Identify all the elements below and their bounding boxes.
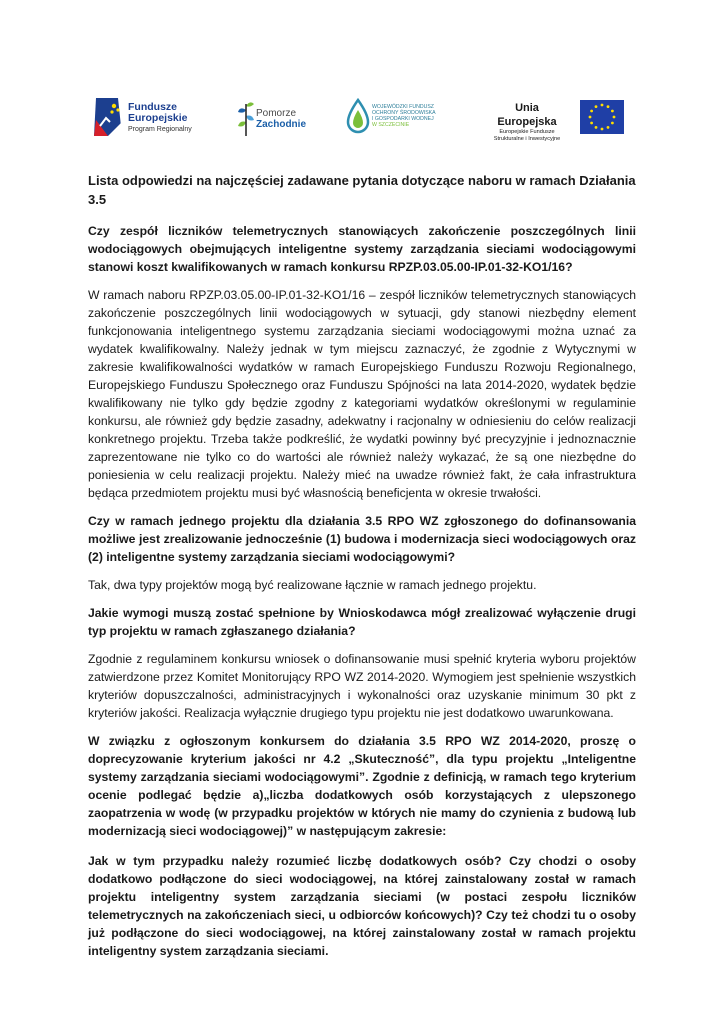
wf-line1: WOJEWÓDZKI FUNDUSZ xyxy=(372,104,434,110)
fe-line1: Fundusze xyxy=(128,101,177,113)
answer-2: Tak, dwa typy projektów mogą być realizowane łącznie w ramach jednego projektu. xyxy=(88,578,537,592)
water-drop-icon xyxy=(346,96,370,136)
wfosigw-logo xyxy=(346,96,466,142)
pz-emblem-icon xyxy=(236,96,256,136)
question-3: Jakie wymogi muszą zostać spełnione by Wnioskodawca mógł zrealizować wyłączenie drugi typ projektu w ramach zgłaszanego działania? xyxy=(88,606,636,638)
question-2: Czy w ramach jednego projektu dla działania 3.5 RPO WZ zgłoszonego do dofinansowania możliwe jest zrealizowanie jednocześnie (1) budowa i modernizacja sieci wodociągowych oraz (2) inteligentne systemy zarządzania sieciami wodociągowymi? xyxy=(88,514,636,564)
fundusze-europejskie-logo xyxy=(92,96,212,142)
answer-1: W ramach naboru RPZP.03.05.00-IP.01-32-KO1/16 – zespół liczników telemetrycznych stanowiących zakończenie poszczególnych linii wodociągowych w sytuacji, gdy stanowi niezbędny element funkcjonowania inteligentnego systemu zarządzania sieciami wodociągowymi można uznać za wydatek kwalifikowalny. Należy jednak w tym miejscu zaznaczyć, że zgodnie z Wytycznymi w zakresie kwalifikowalności wydatków w ramach Europejskiego Funduszu Rozwoju Regionalnego, Europejskiego Funduszu Społecznego oraz Funduszu Spójności na lata 2014-2020, wydatek będzie kwalifikowany nie tylko gdy będzie zgodny z kategoriami wydatków określonymi w regulaminie konkursu, ale również gdy będzie zasadny, adekwatny i racjonalny w odniesieniu do celów realizacji konkretnego projektu. Trzeba także podkreślić, że wydatki powinny być precyzyjnie i jednoznacznie zaprezentowane nie tylko co do wartości ale również należy wykazać, że są one niezbędne do poniesienia w celu realizacji projektu. Należy mieć na uwadze również fakt, że cała infrastruktura będąca przedmiotem projektu musi być własnością beneficjenta w okresie trwałości. xyxy=(88,288,636,500)
ue-line2: Europejskie Fundusze xyxy=(499,129,555,135)
pomorze-zachodnie-logo xyxy=(236,96,316,142)
question-1: Czy zespół liczników telemetrycznych stanowiących zakończenie poszczególnych linii wodociągowych obejmujących inteligentne systemy zarządzania sieciami wodociągowymi stanowi koszt kwalifikowanych w ramach konkursu RPZP.03.05.00-IP.01-32-KO1/16? xyxy=(88,224,636,274)
ue-line1: Unia Europejska xyxy=(497,102,557,128)
wf-line2: OCHRONY ŚRODOWISKA xyxy=(372,110,436,116)
pz-line1: Pomorze xyxy=(256,108,297,119)
answer-3: Zgodnie z regulaminem konkursu wniosek o dofinansowanie musi spełnić kryteria wyboru projektów zatwierdzone przez Komitet Monitorujący RPO WZ 2014-2020. Wymogiem jest spełnienie wszystkich kryteriów dopuszczalności, administracyjnych i wykonalności oraz uzyskanie minimum 30 pkt z kryteriów jakości. Realizacja wyłącznie drugiego typu projektu nie jest dodatkowo uwarunkowana. xyxy=(88,652,636,720)
unia-europejska-logo xyxy=(484,96,634,142)
pz-line2: Zachodnie xyxy=(256,119,307,130)
question-5: Jak w tym przypadku należy rozumieć liczbę dodatkowych osób? Czy chodzi o osoby dodatkowo podłączone do sieci wodociągowej, na której zainstalowany został w ramach projektu inteligentny system zarządzania sieciami (w postaci zespołu liczników telemetrycznych na zakończeniach sieci, u odbiorców końcowych)? Czy też chodzi tu o osoby już podłączone do sieci wodociągowej, na której zainstalowany został w ramach projektu inteligentny system zarządzania sieciami. xyxy=(88,854,636,958)
question-4: W związku z ogłoszonym konkursem do działania 3.5 RPO WZ 2014-2020, proszę o doprecyzowanie kryterium jakości nr 4.2 „Skuteczność”, dla typu projektu „Inteligentne systemy zarządzania sieciami wodociągowymi”. Zgodnie z definicją, w ramach tego kryterium ocenie podlegać będzie a)„liczba dodatkowych osób korzystających z ulepszonego zaopatrzenia w wodę (w przypadku projektów w których nie mamy do czynienia z budową lub modernizacją sieci wodociągowej)” w następującym zakresie: xyxy=(88,734,636,838)
wf-line4: W SZCZECINIE xyxy=(372,122,410,128)
eu-flag-icon xyxy=(580,100,624,134)
ue-line3: Strukturalne i Inwestycyjne xyxy=(493,136,561,142)
logo-bar xyxy=(88,96,636,146)
wf-line3: I GOSPODARKI WODNEJ xyxy=(372,116,434,122)
document-body xyxy=(88,172,636,960)
fe-line3: Program Regionalny xyxy=(128,126,192,133)
fe-line2: Europejskie xyxy=(128,112,188,124)
page-title: Lista odpowiedzi na najczęściej zadawane pytania dotyczące naboru w ramach Działania 3.5 xyxy=(88,173,636,207)
fe-emblem-icon xyxy=(92,96,124,138)
